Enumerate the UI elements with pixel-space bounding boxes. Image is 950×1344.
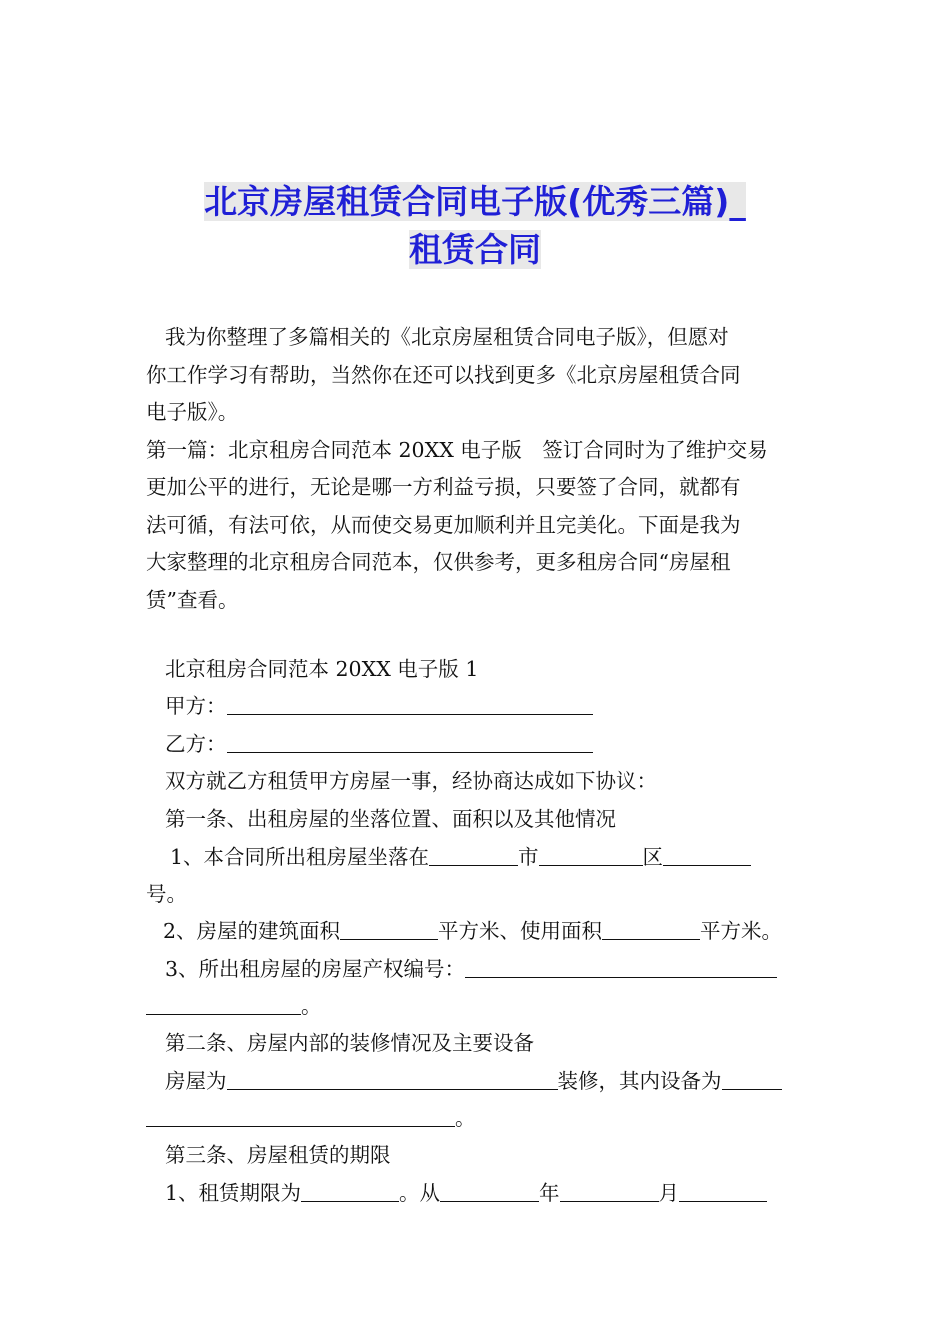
a1-item1-district: 区 <box>642 845 664 869</box>
a1-item3-end: 。 <box>301 994 322 1018</box>
area-blank-1 <box>340 919 438 940</box>
article-2-line <box>165 1067 829 1095</box>
article-3-heading: 第三条、房屋租赁的期限 <box>165 1143 391 1167</box>
a2-end: 。 <box>455 1106 476 1130</box>
a1-item2-mid: 平方米、使用面积 <box>438 919 603 943</box>
article-1-item-1 <box>170 843 834 871</box>
a3-item1-year: 年 <box>539 1181 560 1205</box>
a3-item1-from: 。从 <box>399 1181 441 1205</box>
party-b-label: 乙方： <box>165 732 227 756</box>
year-blank <box>440 1181 539 1202</box>
contract-heading: 北京租房合同范本 20XX 电子版 1 <box>165 657 479 681</box>
intro-line-1: 我为你整理了多篇相关的《北京房屋租赁合同电子版》，但愿对 <box>165 325 729 349</box>
property-number-blank-2 <box>146 994 301 1015</box>
article-1-item-1-end: 号。 <box>146 882 187 906</box>
part1-line-5: 赁”查看。 <box>146 588 239 612</box>
article-1-item-3-cont <box>146 992 810 1020</box>
location-blank-1 <box>429 845 518 866</box>
document-title-line-2 <box>0 228 950 272</box>
intro-line-3: 电子版》。 <box>146 400 239 424</box>
part1-line-4: 大家整理的北京租房合同范本，仅供参考，更多租房合同“房屋租 <box>146 550 731 574</box>
part1-line-3: 法可循，有法可依，从而使交易更加顺利并且完美化。下面是我为 <box>146 513 741 537</box>
location-blank-2 <box>539 845 643 866</box>
party-a-blank <box>227 694 593 715</box>
equipment-blank-2 <box>146 1106 455 1127</box>
a1-item3-prefix: 3、所出租房屋的房屋产权编号： <box>165 957 466 981</box>
equipment-blank-1 <box>722 1069 782 1090</box>
agreement-line: 双方就乙方租赁甲方房屋一事，经协商达成如下协议： <box>165 769 657 793</box>
month-blank <box>560 1181 659 1202</box>
article-1-item-3 <box>165 955 829 983</box>
article-2-heading: 第二条、房屋内部的装修情况及主要设备 <box>165 1031 534 1055</box>
a1-item1-prefix: 1、本合同所出租房屋坐落在 <box>170 845 430 869</box>
term-blank <box>301 1181 399 1202</box>
a3-item1-month: 月 <box>658 1181 680 1205</box>
day-blank <box>679 1181 767 1202</box>
article-1-heading: 第一条、出租房屋的坐落位置、面积以及其他情况 <box>165 807 616 831</box>
part1-line-1: 第一篇：北京租房合同范本 20XX 电子版 签订合同时为了维护交易 <box>146 438 768 462</box>
intro-line-2: 你工作学习有帮助，当然你在还可以找到更多《北京房屋租赁合同 <box>146 363 741 387</box>
part1-line-2: 更加公平的进行，无论是哪一方利益亏损，只要签了合同，就都有 <box>146 475 741 499</box>
decoration-blank <box>227 1069 558 1090</box>
party-a-label: 甲方： <box>165 694 227 718</box>
a1-item2-prefix: 2、房屋的建筑面积 <box>163 919 341 943</box>
party-a-line <box>165 692 829 720</box>
location-blank-3 <box>663 845 751 866</box>
article-3-item-1 <box>165 1179 829 1207</box>
a3-item1-prefix: 1、租赁期限为 <box>165 1181 302 1205</box>
article-2-line-cont <box>146 1104 810 1132</box>
title-text-1: 北京房屋租赁合同电子版(优秀三篇)_ <box>204 182 746 221</box>
party-b-blank <box>227 732 593 753</box>
a1-item1-city: 市 <box>518 845 539 869</box>
area-blank-2 <box>602 919 700 940</box>
property-number-blank-1 <box>465 957 777 978</box>
party-b-line <box>165 730 829 758</box>
a2-prefix: 房屋为 <box>165 1069 227 1093</box>
a1-item2-end: 平方米。 <box>700 919 783 943</box>
title-text-2: 租赁合同 <box>409 230 541 269</box>
article-1-item-2 <box>163 917 827 945</box>
document-title-line-1 <box>0 180 950 224</box>
a2-mid: 装修，其内设备为 <box>557 1069 722 1093</box>
